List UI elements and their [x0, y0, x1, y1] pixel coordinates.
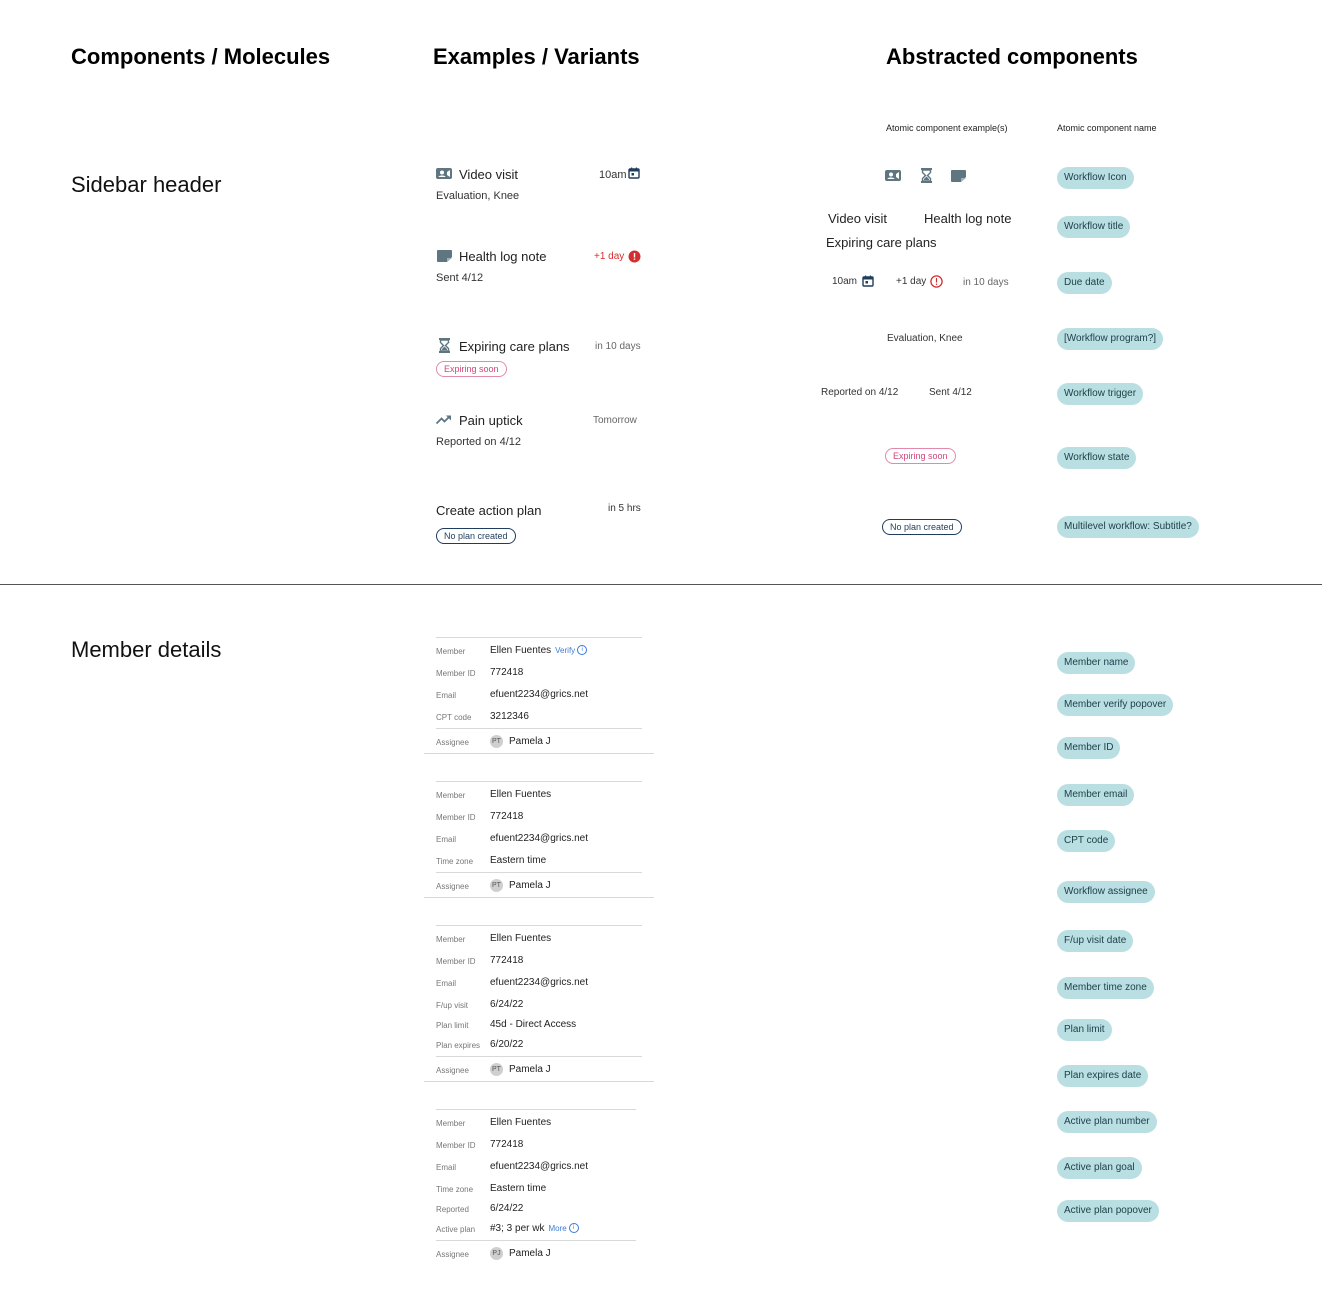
- reported-date: 6/24/22: [490, 1203, 524, 1214]
- workflow-title: Health log note: [459, 249, 547, 264]
- due-date: in 10 days: [595, 341, 641, 352]
- followup-visit-date: 6/24/22: [490, 999, 524, 1010]
- field-label: Email: [436, 1163, 457, 1172]
- field-label: Member ID: [436, 813, 476, 822]
- chip-workflow-trigger: Workflow trigger: [1057, 383, 1143, 405]
- cpt-code: 3212346: [490, 711, 529, 722]
- workflow-trigger: Sent 4/12: [436, 272, 484, 284]
- member-name: Ellen Fuentes: [490, 933, 552, 944]
- abstract-due-date: in 10 days: [963, 277, 1009, 288]
- workflow-title: Create action plan: [436, 503, 542, 518]
- member-id: 772418: [490, 955, 524, 966]
- chip-followup-visit-date: F/up visit date: [1057, 930, 1133, 952]
- info-icon[interactable]: i: [577, 645, 587, 655]
- alert-icon: [628, 250, 641, 263]
- member-email: efuent2234@grics.net: [490, 689, 588, 700]
- chip-member-id: Member ID: [1057, 737, 1120, 759]
- verify-link[interactable]: Verify: [555, 646, 576, 655]
- member-email: efuent2234@grics.net: [490, 833, 588, 844]
- abstract-due-date: +1 day: [896, 276, 927, 287]
- member-name: Ellen Fuentes: [490, 789, 552, 800]
- workflow-title: Pain uptick: [459, 413, 523, 428]
- avatar: PT: [490, 735, 503, 748]
- calendar-icon: [628, 167, 640, 179]
- card-divider: [424, 897, 654, 898]
- field-label: F/up visit: [436, 1001, 469, 1010]
- field-label: Assignee: [436, 1066, 469, 1075]
- due-date-overdue: +1 day: [594, 251, 625, 262]
- note-icon: [437, 250, 452, 262]
- member-id: 772418: [490, 667, 524, 678]
- assignee: PT Pamela J: [490, 879, 551, 892]
- chip-due-date: Due date: [1057, 272, 1112, 294]
- section-divider: [0, 584, 1322, 585]
- abstract-title: Video visit: [828, 211, 888, 226]
- field-label: Time zone: [436, 857, 474, 866]
- assignee: PT Pamela J: [490, 1063, 551, 1076]
- field-label: Email: [436, 835, 457, 844]
- abstract-due-date: 10am: [832, 276, 858, 287]
- member-name: Ellen Fuentes: [490, 1117, 552, 1128]
- section-title-member-details: Member details: [71, 637, 222, 662]
- member-id: 772418: [490, 811, 524, 822]
- chip-active-plan-goal: Active plan goal: [1057, 1157, 1142, 1179]
- card-divider: [436, 728, 642, 729]
- chip-active-plan-popover: Active plan popover: [1057, 1200, 1159, 1222]
- atomic-name-heading: Atomic component name: [1057, 123, 1157, 133]
- abstract-title: Expiring care plans: [826, 235, 937, 250]
- chip-workflow-title: Workflow title: [1057, 216, 1130, 238]
- card-divider: [436, 1240, 636, 1241]
- card-divider: [424, 753, 654, 754]
- hourglass-icon: [921, 168, 932, 183]
- field-label: Assignee: [436, 1250, 469, 1259]
- chip-workflow-program: [Workflow program?]: [1057, 328, 1163, 350]
- field-label: Email: [436, 979, 457, 988]
- atomic-example-heading: Atomic component example(s): [886, 123, 1008, 133]
- workflow-subtitle: Evaluation, Knee: [436, 190, 520, 202]
- chip-member-verify-popover: Member verify popover: [1057, 694, 1173, 716]
- member-email: efuent2234@grics.net: [490, 977, 588, 988]
- field-label: CPT code: [436, 713, 472, 722]
- card-divider: [436, 637, 642, 638]
- more-link[interactable]: More: [548, 1224, 567, 1233]
- field-label: Assignee: [436, 738, 469, 747]
- chip-active-plan-number: Active plan number: [1057, 1111, 1157, 1133]
- abstract-trigger: Reported on 4/12: [821, 387, 899, 398]
- col-header-examples: Examples / Variants: [433, 44, 640, 69]
- field-label: Member ID: [436, 1141, 476, 1150]
- workflow-title: Video visit: [459, 167, 519, 182]
- member-id: 772418: [490, 1139, 524, 1150]
- field-label: Active plan: [436, 1225, 476, 1234]
- multilevel-subtitle-pill: No plan created: [436, 528, 516, 544]
- workflow-state-pill: Expiring soon: [436, 361, 507, 377]
- field-label: Assignee: [436, 882, 469, 891]
- chip-cpt-code: CPT code: [1057, 830, 1115, 852]
- member-email: efuent2234@grics.net: [490, 1161, 588, 1172]
- note-icon: [951, 170, 966, 182]
- chip-workflow-assignee: Workflow assignee: [1057, 881, 1155, 903]
- section-title-sidebar-header: Sidebar header: [71, 172, 222, 197]
- avatar: PT: [490, 1063, 503, 1076]
- member-time-zone: Eastern time: [490, 855, 547, 866]
- card-divider: [436, 1056, 642, 1057]
- due-date: 10am: [599, 169, 627, 181]
- abstract-state-pill: Expiring soon: [885, 448, 956, 464]
- card-divider: [436, 1109, 636, 1110]
- chip-member-email: Member email: [1057, 784, 1134, 806]
- abstract-program: Evaluation, Knee: [887, 333, 963, 344]
- member-time-zone: Eastern time: [490, 1183, 547, 1194]
- trending-up-icon: [436, 414, 452, 425]
- chip-multilevel-subtitle: Multilevel workflow: Subtitle?: [1057, 516, 1199, 538]
- card-divider: [424, 1081, 654, 1082]
- card-divider: [436, 925, 642, 926]
- field-label: Member: [436, 791, 466, 800]
- abstract-multilevel-pill: No plan created: [882, 519, 962, 535]
- field-label: Member ID: [436, 957, 476, 966]
- card-divider: [436, 781, 642, 782]
- field-label: Plan expires: [436, 1041, 481, 1050]
- active-plan: #3; 3 per wk More i: [490, 1223, 579, 1234]
- field-label: Member: [436, 1119, 466, 1128]
- chip-plan-expires-date: Plan expires date: [1057, 1065, 1148, 1087]
- col-header-abstracted: Abstracted components: [886, 44, 1138, 69]
- chip-workflow-state: Workflow state: [1057, 447, 1136, 469]
- card-divider: [436, 872, 642, 873]
- abstract-title: Health log note: [924, 211, 1012, 226]
- member-name: Ellen Fuentes Verify i: [490, 645, 587, 656]
- workflow-title: Expiring care plans: [459, 339, 570, 354]
- video-icon: [885, 169, 901, 182]
- abstract-trigger: Sent 4/12: [929, 387, 972, 398]
- field-label: Time zone: [436, 1185, 474, 1194]
- plan-limit: 45d - Direct Access: [490, 1019, 577, 1030]
- plan-expires-date: 6/20/22: [490, 1039, 524, 1050]
- alert-outline-icon: [930, 275, 943, 288]
- chip-workflow-icon: Workflow Icon: [1057, 167, 1134, 189]
- field-label: Member: [436, 935, 466, 944]
- video-icon: [436, 167, 452, 180]
- due-date: in 5 hrs: [608, 503, 641, 514]
- chip-plan-limit: Plan limit: [1057, 1019, 1112, 1041]
- due-date: Tomorrow: [593, 415, 637, 426]
- col-header-components: Components / Molecules: [71, 44, 331, 69]
- field-label: Plan limit: [436, 1021, 469, 1030]
- field-label: Reported: [436, 1205, 469, 1214]
- assignee: PJ Pamela J: [490, 1247, 551, 1260]
- avatar: PJ: [490, 1247, 503, 1260]
- field-label: Member: [436, 647, 466, 656]
- workflow-trigger: Reported on 4/12: [436, 436, 522, 448]
- info-icon[interactable]: i: [569, 1223, 579, 1233]
- field-label: Email: [436, 691, 457, 700]
- field-label: Member ID: [436, 669, 476, 678]
- assignee: PT Pamela J: [490, 735, 551, 748]
- chip-member-time-zone: Member time zone: [1057, 977, 1154, 999]
- hourglass-icon: [439, 338, 450, 353]
- avatar: PT: [490, 879, 503, 892]
- chip-member-name: Member name: [1057, 652, 1135, 674]
- calendar-icon: [862, 275, 874, 287]
